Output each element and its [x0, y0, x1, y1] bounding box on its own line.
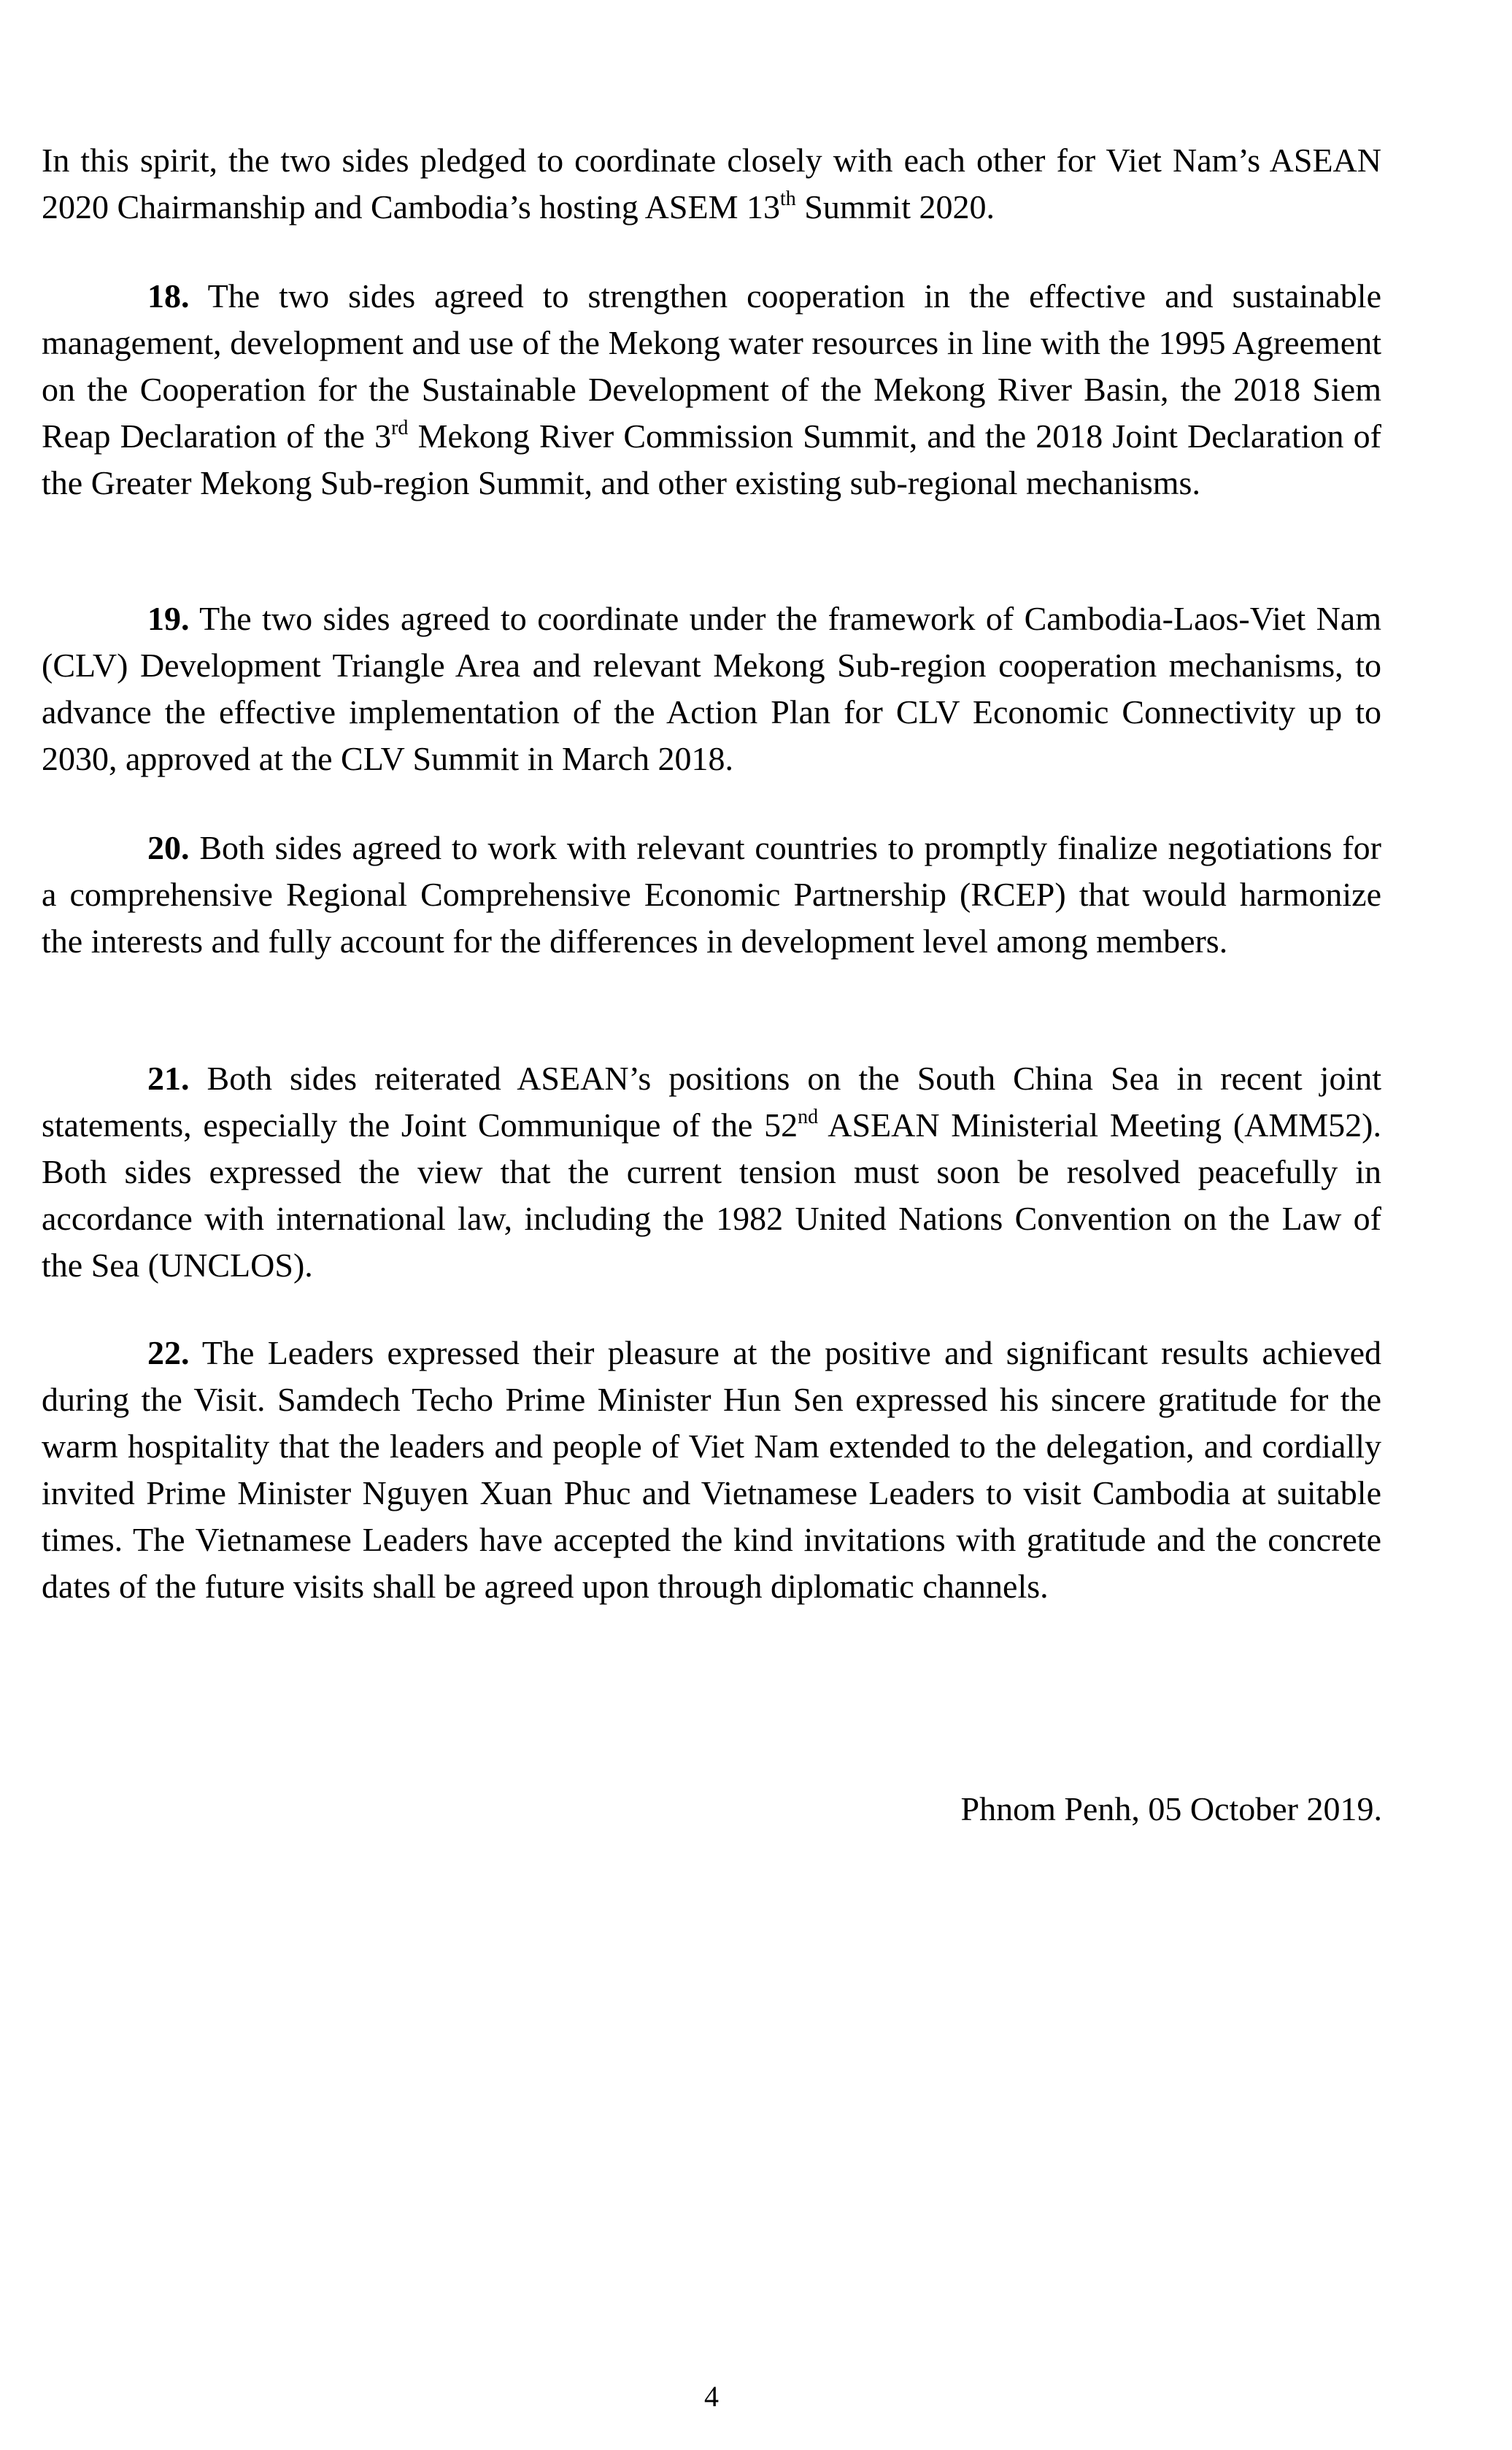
paragraph-number: 18.	[147, 277, 190, 315]
paragraph-number: 21.	[147, 1060, 190, 1097]
paragraph-19	[42, 596, 1381, 782]
paragraph-text-before: The two sides agreed to strengthen cooperation in the effective and sustainable management, development and use of the Mekong water resources in line with the 1995 Agreement on the Cooperation for the Sustainable Development of the Mekong River Basin, the 2018 Siem Reap Declaration of the 3	[42, 277, 1381, 455]
paragraph-number: 19.	[147, 600, 190, 637]
paragraph-21	[42, 1055, 1381, 1289]
paragraph-18	[42, 273, 1381, 506]
paragraph-text: The two sides agreed to coordinate under the framework of Cambodia-Laos-Viet Nam (CLV) Development Triangle Area and relevant Mekong Sub-region cooperation mechanisms, to advance the effective implementation of the Action Plan for CLV Economic Connectivity up to 2030, approved at the CLV Summit in March 2018.	[42, 600, 1381, 777]
intro-text-before: In this spirit, the two sides pledged to coordinate closely with each other for Viet Nam’s ASEAN 2020 Chairmanship and Cambodia’s hosting ASEM 13	[42, 142, 1381, 226]
paragraph-number: 20.	[147, 829, 190, 866]
paragraph-number: 22.	[147, 1334, 190, 1371]
paragraph-superscript: rd	[391, 416, 409, 439]
paragraph-20	[42, 825, 1381, 965]
place-date-line: Phnom Penh, 05 October 2019.	[960, 1790, 1382, 1827]
paragraph-text: The Leaders expressed their pleasure at the positive and significant results achieved during the Visit. Samdech Techo Prime Minister Hun Sen expressed his sincere gratitude for the warm hospitality that the leaders and people of Viet Nam extended to the delegation, and cordially invited Prime Minister Nguyen Xuan Phuc and Vietnamese Leaders to visit Cambodia at suitable times. The Vietnamese Leaders have accepted the kind invitations with gratitude and the concrete dates of the future visits shall be agreed upon through diplomatic channels.	[42, 1334, 1381, 1605]
intro-superscript: th	[779, 187, 796, 210]
intro-paragraph	[42, 137, 1381, 231]
intro-text-after: Summit 2020.	[795, 188, 995, 226]
paragraph-22	[42, 1330, 1381, 1610]
page-number: 4	[704, 2380, 719, 2413]
paragraph-text: Both sides agreed to work with relevant countries to promptly finalize negotiations for a comprehensive Regional Comprehensive Economic Partnership (RCEP) that would harmonize the interests and fully account for the differences in development level among members.	[42, 829, 1381, 960]
paragraph-text-after: ASEAN Ministerial Meeting (AMM52). Both sides expressed the view that the current tension must soon be resolved peacefully in accordance with international law, including the 1982 United Nations Convention on the Law of the Sea (UNCLOS).	[42, 1106, 1381, 1284]
paragraph-superscript: nd	[798, 1105, 819, 1128]
paragraph-text-before: Both sides reiterated ASEAN’s positions on the South China Sea in recent joint statements, especially the Joint Communique of the 52	[42, 1060, 1381, 1144]
paragraph-text-after: Mekong River Commission Summit, and the 2018 Joint Declaration of the Greater Mekong Sub-region Summit, and other existing sub-regional mechanisms.	[42, 417, 1381, 501]
